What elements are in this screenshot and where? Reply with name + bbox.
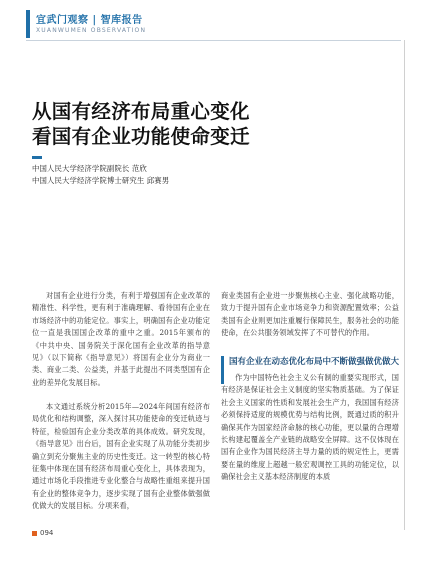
header-divider — [26, 40, 401, 41]
page-number: 094 — [40, 529, 54, 537]
body-paragraph-3: 商业类国有企业进一步聚焦核心主业、强化战略功能，致力于提升国有企业市场竞争力和资源配置效率；公益类国有企业则更加注重履行保障民生，服务社会的功能使命，在公共服务领域发挥了不可替代的作用。 — [221, 291, 399, 338]
section-heading: 国有企业在动态优化布局中不断做强做优做大 — [229, 357, 400, 367]
header-subtitle: XUANWUMEN OBSERVATION — [36, 27, 147, 34]
header-accent-bar — [26, 10, 30, 38]
article-title — [32, 99, 250, 149]
article-title-line-1: 从国有经济布局重心变化 — [32, 100, 250, 123]
author-line-2: 中国人民大学经济学院博士研究生 邱赛男 — [32, 176, 170, 185]
page-number-marker — [32, 531, 37, 536]
header-title: 宜武门观察 | 智库报告 — [36, 15, 143, 26]
body-paragraph-4: 作为中国特色社会主义公有制的重要实现形式，国有经济是保证社会主义制度的坚实物质基础。为了保证社会主义国家的性质和发展社会生产力，我国国有经济必须保持适度的规模优势与结构比例，既通过质的积升确保其作为国家经济命脉的核心功能，更以量的合理增长构建起覆盖全产业链的战略安全屏障。这不仅体现在国有企业作为国民经济主导力量的质的规定性上，更需要在量的维度上超越一般宏观调控工具的功能定位，以确保社会主义基本经济制度的本质 — [221, 373, 399, 482]
body-paragraph-2: 本文通过系统分析2015年—2024年间国有经济布局优化和结构调整，深入探讨其功能使命的变迁轨迹与特征，检验国有企业分类改革的具体成效。研究发现，《指导意见》出台后，国有企业实现了从功能分类初步确立到充分聚焦主业的历史性变迁。这一转型的核心特征集中体现在国有经济布局重心变化上，具体表现为，通过市场化手段推进专业化整合与战略性重组来提升国有企业的整体竞争力，逐步实现了国有企业整体做强做优做大的发展目标。分项来看， — [32, 402, 210, 511]
author-line-1: 中国人民大学经济学院副院长 范欣 — [32, 164, 147, 173]
article-title-line-2: 看国有企业功能使命变迁 — [32, 125, 250, 148]
body-paragraph-1: 对国有企业进行分类，有利于增强国有企业改革的精准性、科学性，更有利于准确理解、看待国有企业在市场经济中的功能定位。事实上，明确国有企业功能定位一直是我国国企改革的重中之重。2015年颁布的《中共中央、国务院关于深化国有企业改革的指导意见》（以下简称《指导意见》）将国有企业分为商业一类、商业二类、公益类，并基于此提出不同类型国有企业的差异化发展目标。 — [32, 291, 210, 387]
margin-divider — [404, 40, 405, 530]
author-accent-mark — [32, 156, 42, 159]
